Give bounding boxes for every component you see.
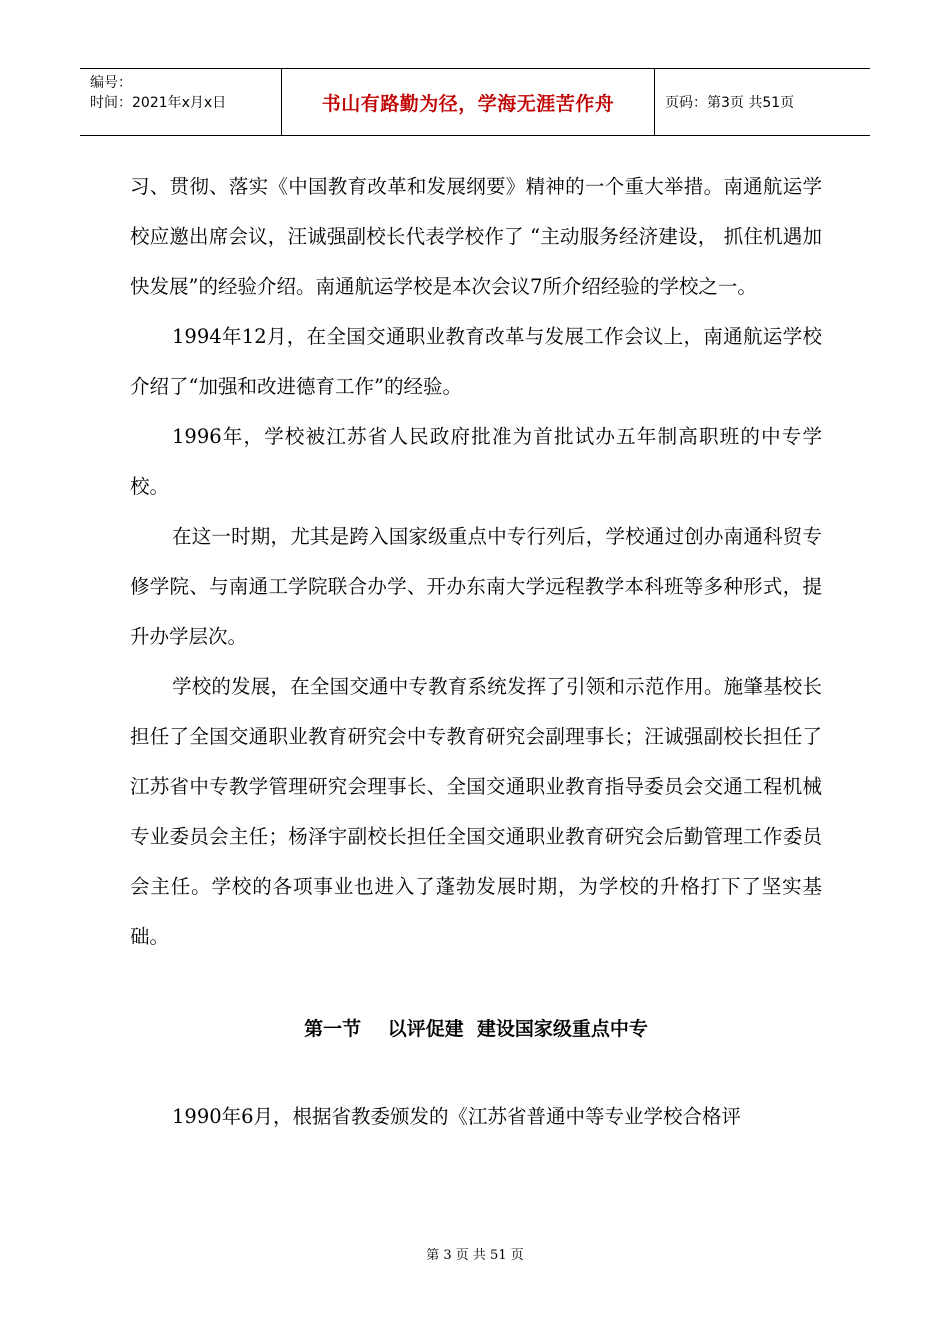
header-motto: 书山有路勤为径，学海无涯苦作舟 — [321, 92, 615, 115]
page-header — [80, 68, 870, 136]
paragraph: 学校的发展，在全国交通中专教育系统发挥了引领和示范作用。施肇基校长担任了全国交通职业教育研究会中专教育研究会副理事长；汪诚强副校长担任了江苏省中专教学管理研究会理事长、全国交通职业教育指导委员会交通工程机械专业委员会主任；杨泽宇副校长担任全国交通职业教育研究会后勤管理工作委员会主任。学校的各项事业也进入了蓬勃发展时期，为学校的升格打下了坚实基础。 — [130, 675, 822, 948]
section-paragraph: 1990年6月，根据省教委颁发的《江苏省普通中等专业学校合格评 — [172, 1105, 742, 1128]
paragraph-continued: 习、贯彻、落实《中国教育改革和发展纲要》精神的一个重大举措。南通航运学校应邀出席会议，汪诚强副校长代表学校作了 “主动服务经济建设， 抓住机遇加快发展”的经验介绍。南通航运学校是本次会议7所介绍经验的学校之一。 — [130, 175, 822, 298]
document-body — [130, 162, 822, 1142]
header-motto-cell — [281, 69, 655, 135]
paragraph: 在这一时期，尤其是跨入国家级重点中专行列后，学校通过创办南通科贸专修学院、与南通工学院联合办学、开办东南大学远程教学本科班等多种形式，提升办学层次。 — [130, 525, 822, 648]
paragraph: 1996年，学校被江苏省人民政府批准为首批试办五年制高职班的中专学校。 — [130, 425, 822, 498]
header-page-info — [655, 69, 870, 135]
date-label: 时间：2021年x月x日 — [90, 95, 227, 111]
number-label: 编号： — [90, 75, 132, 91]
page-info: 页码：第3页 共51页 — [665, 95, 795, 111]
page-footer: 第 3 页 共 51 页 — [426, 1248, 524, 1263]
section-title: 第一节 以评促建 建设国家级重点中专 — [304, 1018, 648, 1040]
paragraph: 1994年12月，在全国交通职业教育改革与发展工作会议上，南通航运学校介绍了“加强和改进德育工作”的经验。 — [130, 325, 822, 398]
header-meta — [80, 69, 281, 135]
